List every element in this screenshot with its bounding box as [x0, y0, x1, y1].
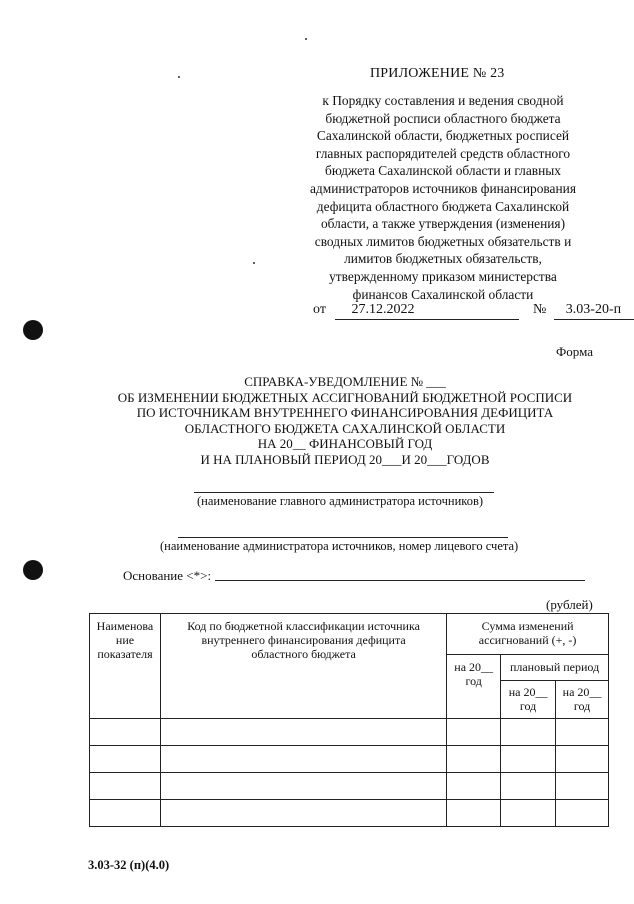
appendix-reference	[288, 92, 598, 303]
table-cell[interactable]	[501, 800, 556, 827]
table-cell[interactable]	[501, 746, 556, 773]
table-row	[90, 746, 609, 773]
table-row	[90, 719, 609, 746]
table-cell[interactable]	[447, 800, 501, 827]
table-cell[interactable]	[160, 746, 446, 773]
admin-caption: (наименование администратора источников, номер лицевого счета)	[160, 539, 519, 553]
appendix-line: главных распорядителей средств областного	[315, 145, 571, 161]
punch-hole-mark	[23, 560, 43, 580]
order-number: 3.03-20-п	[554, 302, 634, 320]
table-row	[90, 773, 609, 800]
table-cell[interactable]	[501, 773, 556, 800]
scan-speck	[253, 262, 255, 264]
table-cell[interactable]	[501, 719, 556, 746]
form-code: 3.03-32 (п)(4.0)	[88, 858, 170, 872]
table-cell[interactable]	[556, 773, 609, 800]
title-line: И НА ПЛАНОВЫЙ ПЕРИОД 20___И 20___ГОДОВ	[200, 451, 490, 467]
appendix-line: бюджетной росписи областного бюджета	[325, 110, 561, 126]
table-cell[interactable]	[556, 719, 609, 746]
header-plan-year-2: на 20__ год	[556, 681, 609, 719]
title-line: ПО ИСТОЧНИКАМ ВНУТРЕННЕГО ФИНАНСИРОВАНИЯ ДЕФИЦИТА	[136, 405, 554, 421]
table-cell[interactable]	[556, 800, 609, 827]
header-sum: Сумма изменений ассигнований (+, -)	[447, 614, 609, 655]
admin-field[interactable]	[178, 537, 508, 538]
form-label: Форма	[556, 344, 593, 359]
title-line: СПРАВКА-УВЕДОМЛЕНИЕ № ___	[244, 374, 446, 389]
appendix-line: дефицита областного бюджета Сахалинской	[316, 198, 570, 214]
punch-hole-mark	[23, 320, 43, 340]
table-cell[interactable]	[90, 746, 161, 773]
table-cell[interactable]	[160, 719, 446, 746]
table-cell[interactable]	[447, 746, 501, 773]
appendix-line: к Порядку составления и ведения сводной	[322, 93, 564, 108]
appendix-line: администраторов источников финансирования	[309, 180, 576, 196]
units-label: (рублей)	[546, 597, 593, 612]
appendix-line: Сахалинской области, бюджетных росписей	[316, 128, 570, 144]
table-cell[interactable]	[160, 773, 446, 800]
order-date: 27.12.2022	[335, 302, 519, 320]
date-prefix: от	[313, 302, 326, 317]
appendix-line: области, а также утверждения (изменения)	[320, 216, 566, 232]
allocation-table	[89, 613, 609, 827]
table-cell[interactable]	[556, 746, 609, 773]
table-cell[interactable]	[90, 719, 161, 746]
header-indicator: Наименова ние показателя	[90, 614, 161, 719]
scan-speck	[178, 76, 180, 78]
header-code: Код по бюджетной классификации источника внутреннего финансирования дефицита областного бюджета	[160, 614, 446, 719]
chief-admin-field[interactable]	[194, 492, 494, 493]
scan-speck	[305, 38, 307, 40]
appendix-title: ПРИЛОЖЕНИЕ № 23	[370, 66, 505, 81]
title-line: ОБЛАСТНОГО БЮДЖЕТА САХАЛИНСКОЙ ОБЛАСТИ	[184, 420, 506, 436]
appendix-line: бюджета Сахалинской области и главных	[325, 163, 561, 179]
header-current-year: на 20__ год	[447, 655, 501, 719]
basis-field[interactable]	[215, 580, 585, 581]
appendix-line: лимитов бюджетных обязательств,	[344, 251, 542, 267]
basis-label: Основание <*>:	[123, 568, 212, 583]
document-title	[110, 374, 580, 468]
chief-admin-caption: (наименование главного администратора источников)	[197, 494, 484, 508]
order-date-number-row	[313, 302, 634, 320]
title-line: НА 20__ ФИНАНСОВЫЙ ГОД	[257, 436, 433, 452]
number-prefix: №	[532, 302, 547, 317]
appendix-line: финансов Сахалинской области	[352, 286, 534, 302]
header-planning-period: плановый период	[501, 655, 609, 681]
title-line: ОБ ИЗМЕНЕНИИ БЮДЖЕТНЫХ АССИГНОВАНИЙ БЮДЖЕТНОЙ РОСПИСИ	[117, 389, 573, 405]
appendix-line: утвержденному приказом министерства	[329, 268, 557, 284]
header-plan-year-1: на 20__ год	[501, 681, 556, 719]
table-cell[interactable]	[447, 719, 501, 746]
table-cell[interactable]	[160, 800, 446, 827]
table-cell[interactable]	[90, 773, 161, 800]
table-cell[interactable]	[447, 773, 501, 800]
table-cell[interactable]	[90, 800, 161, 827]
appendix-line: сводных лимитов бюджетных обязательств и	[314, 233, 572, 249]
table-row	[90, 800, 609, 827]
